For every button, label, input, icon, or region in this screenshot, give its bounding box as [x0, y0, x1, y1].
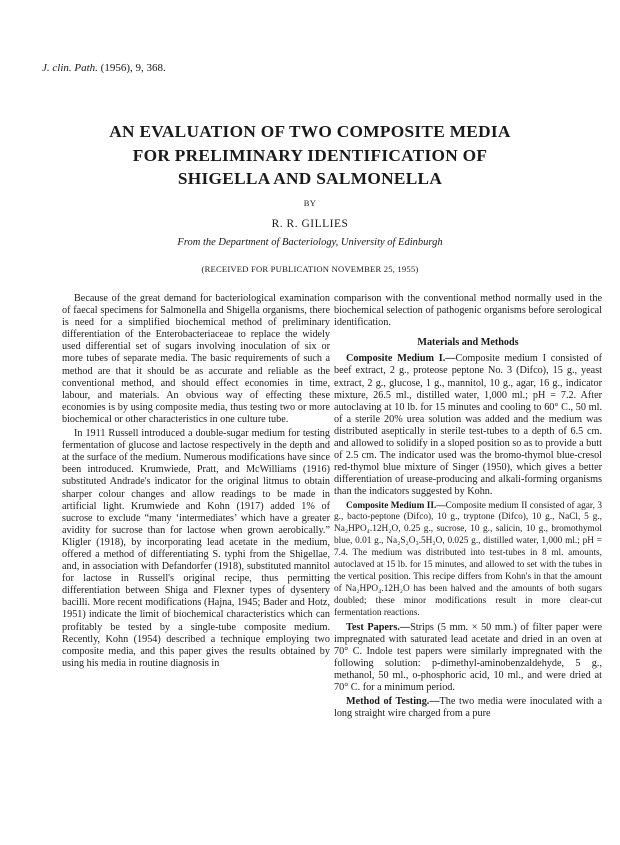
composite-medium-1-heading: Composite Medium I.—	[346, 353, 456, 365]
intro-paragraph-continued: comparison with the conventional method normally used in the biochemical selection of pathogenic organisms before serological identification.	[334, 293, 602, 329]
composite-medium-2-heading: Composite Medium II.—	[346, 500, 446, 511]
received-date: (RECEIVED FOR PUBLICATION NOVEMBER 25, 1955)	[201, 264, 419, 274]
composite-medium-1-paragraph	[334, 353, 602, 498]
intro-paragraph-1: Because of the great demand for bacteriological examination of faecal specimens for Salmonella and Shigella organisms, there is need for a simplified biochemical method of preliminary differentiation of the Enterobacteriaceae to replace the widely used differential set of sugars involving inoculation of six or more tubes of separate media. The basic requirements of such a method are that it should be as accurate and reliable as the conventional method, and should effect economies in time, labour, and materials. An obvious way of effecting these economies is by using composite media, thus testing two or more biochemical or other characteristics in one culture tube.	[62, 293, 330, 425]
right-column	[334, 293, 602, 720]
journal-citation	[42, 62, 166, 74]
title-line-2: FOR PRELIMINARY IDENTIFICATION OF	[132, 145, 488, 165]
byline-label: BY	[303, 198, 317, 208]
composite-medium-2-text: Composite medium II consisted of agar, 3 g., bacto-peptone (Difco), 10 g., tryptone (Difco), 10 g., NaCl, 5 g., Na₂HPO₄.12H₂O, 0.25 g., sucrose, 10 g., salicin, 10 g., bromothymol blue, 0.01 g., Na₂S₂O₃.5H₂O, 0.025 g., distilled water, 1,000 ml.; pH = 7.4. The medium was distributed into test-tubes in 8 ml. amounts, autoclaved at 15 lb. for 15 minutes, and allowed to set with the tubes in the vertical position. This recipe differs from Kohn's in that the amount of Na₂HPO₄.12H₂O has been halved and the amounts of both sugars doubled; these minor modifications result in more clear-cut fermentation reactions.	[334, 500, 602, 618]
article-title	[40, 120, 580, 191]
intro-paragraph-2: In 1911 Russell introduced a double-sugar medium for testing fermentation of glucose and lactose respectively in the depth and at the surface of the medium. Numerous modifications have since been introduced. Krumwiede, Pratt, and McWilliams (1916) substituted Andrade's indicator for the original litmus to obtain sharper colour changes and allow readings to be made in artificial light. Krumwiede and Kohn (1917) added 1% of sucrose to exclude “many ‘intermediates’ which have a greater avidity for sucrose than for lactose when grown aerobically.” Kligler (1918), by incorporating lead acetate in the medium, offered a method of differentiating S. typhi from the Shigellae, and, in association with Defandorfer (1918), substituted mannitol for lactose in Russell's original recipe, thus permitting differentiation between Shiga and Flexner types of dysentery bacilli. More recent modifications (Hajna, 1945; Bader and Hotz, 1951) indicate the limit of biochemical characteristics which can profitably be tested by a single-tube composite medium. Recently, Kohn (1954) described a technique employing two composite media, and this paper gives the results obtained by using his media in routine diagnosis in	[62, 428, 330, 669]
journal-name: J. clin. Path.	[42, 62, 98, 74]
author-name: R. R. GILLIES	[271, 218, 349, 230]
test-papers-text: Strips (5 mm. × 50 mm.) of filter paper were impregnated with saturated lead acetate and dried in an oven at 70° C. Indole test papers were similarly impregnated with the following solution: p-dimethyl-aminobenzaldehyde, 5 g., methanol, 50 ml., o-phosphoric acid, 10 ml., and were dried at 70° C. for a minimum period.	[334, 621, 602, 694]
method-of-testing-heading: Method of Testing.—	[346, 696, 440, 708]
volume-page: (1956), 9, 368.	[100, 62, 166, 74]
left-column	[62, 293, 330, 670]
test-papers-paragraph	[334, 622, 602, 695]
method-of-testing-paragraph	[334, 696, 602, 720]
test-papers-heading: Test Papers.—	[346, 621, 411, 633]
title-line-1: AN EVALUATION OF TWO COMPOSITE MEDIA	[109, 122, 511, 141]
composite-medium-1-text: Composite medium I consisted of beef extract, 2 g., proteose peptone No. 3 (Difco), 15 g., yeast extract, 2 g., glucose, 1 g., mannitol, 10 g., agar, 16 g., indicator mixture, 26.5 ml., distilled water, 1,000 ml.; pH = 7.2. After autoclaving at 10 lb. for 15 minutes and cooling to 60° C., 50 ml. of a sterile 20% urea solution was added and the medium was distributed aseptically in sterile test-tubes to a depth of 6.5 cm. and allowed to solidify in a sloped position so as to provide a butt of 2.5 cm. The indicator used was the bromo-thymol blue-cresol red-thymol blue mixture of Singer (1950), which gives a better differentiation of urease-producing and alkali-forming organisms than the indicators suggested by Kohn.	[334, 353, 602, 498]
section-heading-materials-methods: Materials and Methods	[417, 337, 519, 349]
composite-medium-2-paragraph	[334, 501, 602, 620]
method-of-testing-text: The two media were inoculated with a long straight wire charged from a pure	[334, 696, 602, 720]
author-affiliation: From the Department of Bacteriology, University of Edinburgh	[177, 237, 443, 248]
title-line-3: SHIGELLA AND SALMONELLA	[177, 169, 443, 188]
